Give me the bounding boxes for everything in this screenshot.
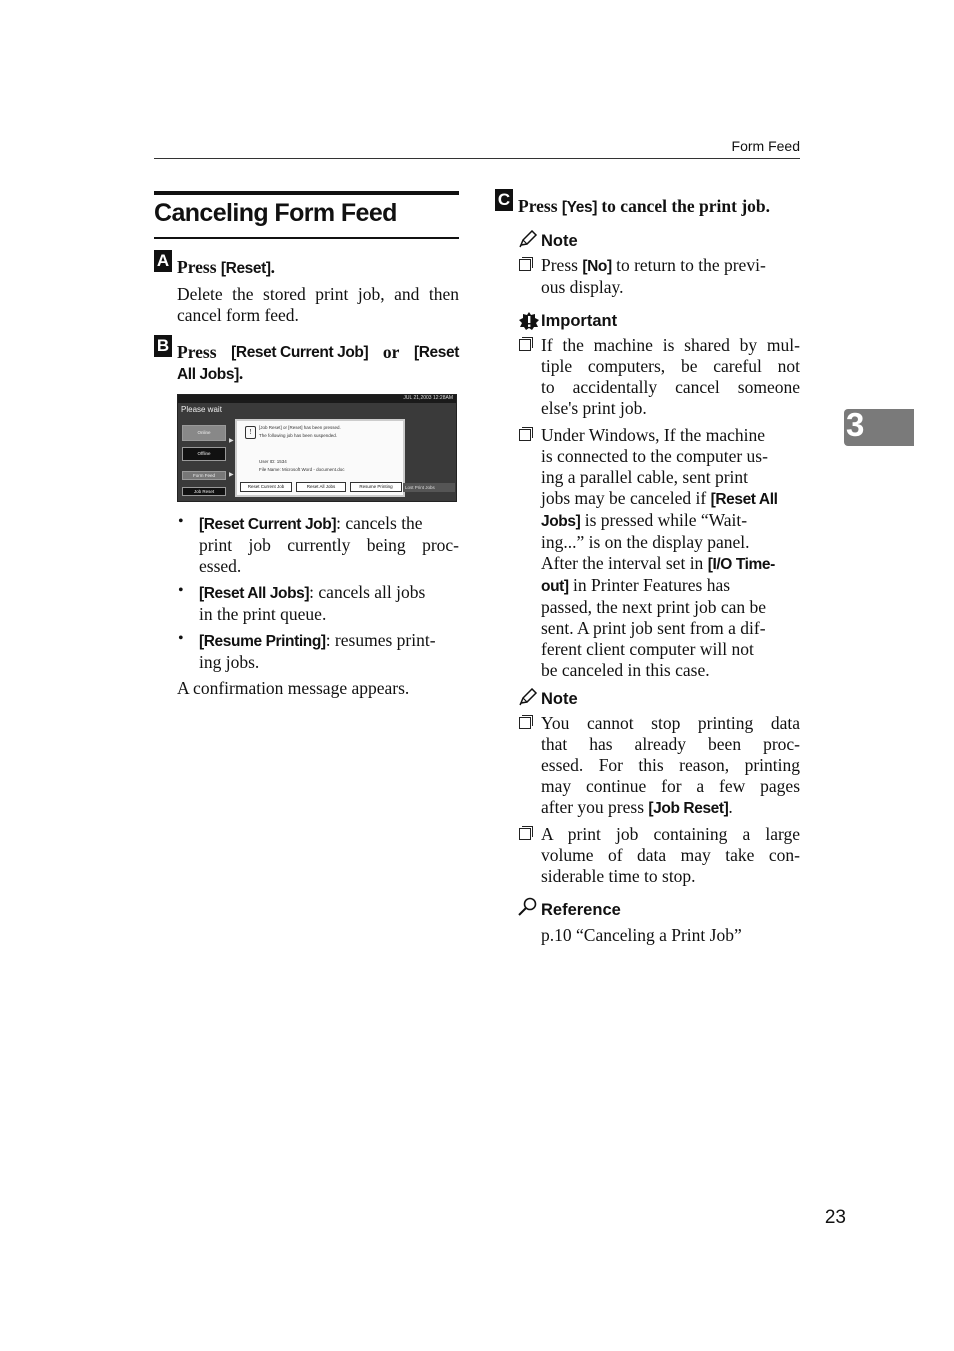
bullet-text: : cancels all jobs	[309, 582, 426, 602]
screen-title: Please wait	[181, 405, 222, 414]
important-text: ferent client computer will not	[541, 639, 754, 659]
note-key: [No]	[582, 258, 612, 275]
important-text: in Printer Features has	[568, 575, 731, 595]
bullet-item-resume	[199, 630, 459, 673]
step-c-marker: C	[495, 189, 513, 211]
important-text: ing a parallel cable, sent print	[541, 467, 749, 487]
note2-item-1	[541, 713, 800, 819]
step-b-heading	[177, 342, 459, 385]
bullet-dot: •	[178, 630, 184, 647]
step-b-suffix: .	[238, 363, 244, 383]
note-text: may continue for a few pages	[541, 776, 800, 796]
screen-status-bar	[178, 395, 456, 403]
note-heading: Note	[541, 232, 578, 250]
important-text: After the interval set in	[541, 553, 708, 573]
magnifier-icon	[517, 897, 539, 917]
pencil-icon	[518, 688, 538, 706]
bullet-dot: •	[178, 513, 184, 530]
checkbox-bullet-icon	[519, 828, 531, 840]
important-text: jobs may be canceled if	[541, 488, 711, 508]
title-rule-bottom	[154, 237, 459, 239]
screen-dialog-line: [Job Reset] or [Reset] has been pressed.	[259, 425, 341, 430]
step-b-key2b: All Jobs]	[177, 366, 239, 383]
important-text: tiple computers, be careful not	[541, 356, 800, 376]
note2-item-2	[541, 824, 800, 887]
important-text: sent. A print job sent from a dif-	[541, 618, 766, 638]
screen-dialog-line: User ID: 1534	[259, 459, 287, 464]
note-text: You cannot stop printing data	[541, 713, 800, 733]
screen-reset-current-button: Reset Current Job	[240, 482, 292, 492]
step-b-line1	[177, 342, 459, 363]
bullet-text: : cancels the	[336, 513, 423, 533]
section-title: Canceling Form Feed	[154, 199, 397, 227]
step-b-prefix: Press	[177, 342, 217, 362]
important-key: Jobs]	[541, 513, 581, 530]
screen-jobreset-button: Job Reset	[182, 487, 226, 496]
bullet-dot: •	[178, 582, 184, 599]
pencil-icon	[518, 230, 538, 248]
running-head: Form Feed	[731, 138, 800, 154]
step-b-mid: or	[382, 342, 400, 362]
screen-arrow-icon: ▶	[229, 472, 234, 478]
step-b-key2a: [Reset	[413, 344, 459, 361]
note-heading: Note	[541, 690, 578, 708]
bullet-text: essed.	[199, 556, 242, 576]
step-a-heading	[177, 257, 275, 279]
bullet-text: ing jobs.	[199, 652, 260, 672]
screen-offline-button: Offline	[182, 447, 226, 461]
important-icon	[518, 311, 540, 331]
bullet-text: : resumes print-	[325, 630, 436, 650]
important-text: ing...” is on the display panel.	[541, 532, 750, 552]
important-text: else's print job.	[541, 398, 647, 418]
step-a-suffix: .	[270, 257, 276, 277]
page-number: 23	[824, 1207, 846, 1228]
important-text: to accidentally cancel someone	[541, 377, 800, 397]
step-c-heading	[518, 196, 770, 218]
screen-formfeed-button: Form Feed	[182, 471, 226, 480]
screen-dialog-line: File Name: Microsoft Word - document.doc	[259, 467, 345, 472]
note-text: after you press	[541, 797, 649, 817]
panel-screenshot	[177, 394, 457, 502]
important-text: is pressed while “Wait-	[580, 510, 748, 530]
bullet-item-reset-all	[199, 582, 459, 625]
step-a-body: Delete the stored print job, and then cancel form feed.	[177, 284, 459, 325]
checkbox-bullet-icon	[519, 717, 531, 729]
screen-right-tag: Lost Print Jobs	[403, 483, 455, 492]
important-text: passed, the next print job can be	[541, 597, 767, 617]
important-key: [I/O Time-	[707, 556, 775, 573]
note-text: essed. For this reason, printing	[541, 755, 800, 775]
screen-dialog-alert-icon: !	[245, 426, 256, 439]
note-text: A print job containing a large	[541, 824, 800, 844]
bullet-key: [Reset All Jobs]	[199, 585, 310, 602]
important-text: Under Windows, If the machine	[541, 425, 765, 445]
checkbox-bullet-icon	[519, 429, 531, 441]
note-text: ous display.	[541, 277, 624, 297]
screen-dialog	[235, 419, 405, 497]
important-item-2	[541, 425, 800, 681]
note-text: .	[728, 797, 733, 817]
note-text: volume of data may take con-	[541, 845, 800, 865]
important-item-1	[541, 335, 800, 419]
step-b-line2	[177, 363, 459, 385]
checkbox-bullet-icon	[519, 259, 531, 271]
note-key: [Job Reset]	[648, 800, 729, 817]
note-text: Press	[541, 255, 583, 275]
important-key: out]	[541, 578, 569, 595]
screen-date: JUL 21,2003 12:28AM	[403, 395, 453, 401]
important-text: be canceled in this case.	[541, 660, 710, 680]
bullet-text: in the print queue.	[199, 604, 327, 624]
reference-link[interactable]: p.10 “Canceling a Print Job”	[541, 925, 742, 945]
step-a-prefix: Press	[177, 257, 221, 277]
bullet-text: print job currently being proc-	[199, 535, 459, 555]
note-text: siderable time to stop.	[541, 866, 696, 886]
screen-resume-button: Resume Printing	[350, 482, 402, 492]
screen-arrow-icon: ▶	[229, 438, 234, 444]
step-c-prefix: Press	[518, 196, 562, 216]
step-c-key: [Yes]	[561, 199, 597, 216]
note-text: to return to the previ-	[611, 255, 766, 275]
important-text: is connected to the computer us-	[541, 446, 768, 466]
important-key: [Reset All	[710, 491, 778, 508]
bullet-item-reset-current	[199, 513, 459, 577]
note-text: that has already been proc-	[541, 734, 800, 754]
step-a-marker: A	[154, 250, 172, 272]
step-a-key: [Reset]	[220, 260, 271, 277]
header-rule	[154, 158, 800, 159]
screen-online-button: Online	[182, 425, 226, 441]
important-text: If the machine is shared by mul-	[541, 335, 800, 355]
chapter-number: 3	[846, 406, 865, 443]
step-b-key1: [Reset Current Job]	[231, 344, 369, 361]
title-rule-top	[154, 191, 459, 195]
step-c-suffix: to cancel the print job.	[596, 196, 771, 216]
confirmation-text: A confirmation message appears.	[177, 678, 410, 698]
checkbox-bullet-icon	[519, 339, 531, 351]
screen-reset-all-button: Reset All Jobs	[296, 482, 346, 492]
step-b-marker: B	[154, 335, 172, 357]
reference-heading: Reference	[541, 901, 621, 919]
note1-item	[541, 255, 800, 298]
screen-dialog-line: The following job has been suspended.	[259, 433, 338, 438]
important-heading: Important	[541, 312, 618, 330]
bullet-key: [Resume Printing]	[199, 633, 326, 650]
bullet-key: [Reset Current Job]	[199, 516, 337, 533]
